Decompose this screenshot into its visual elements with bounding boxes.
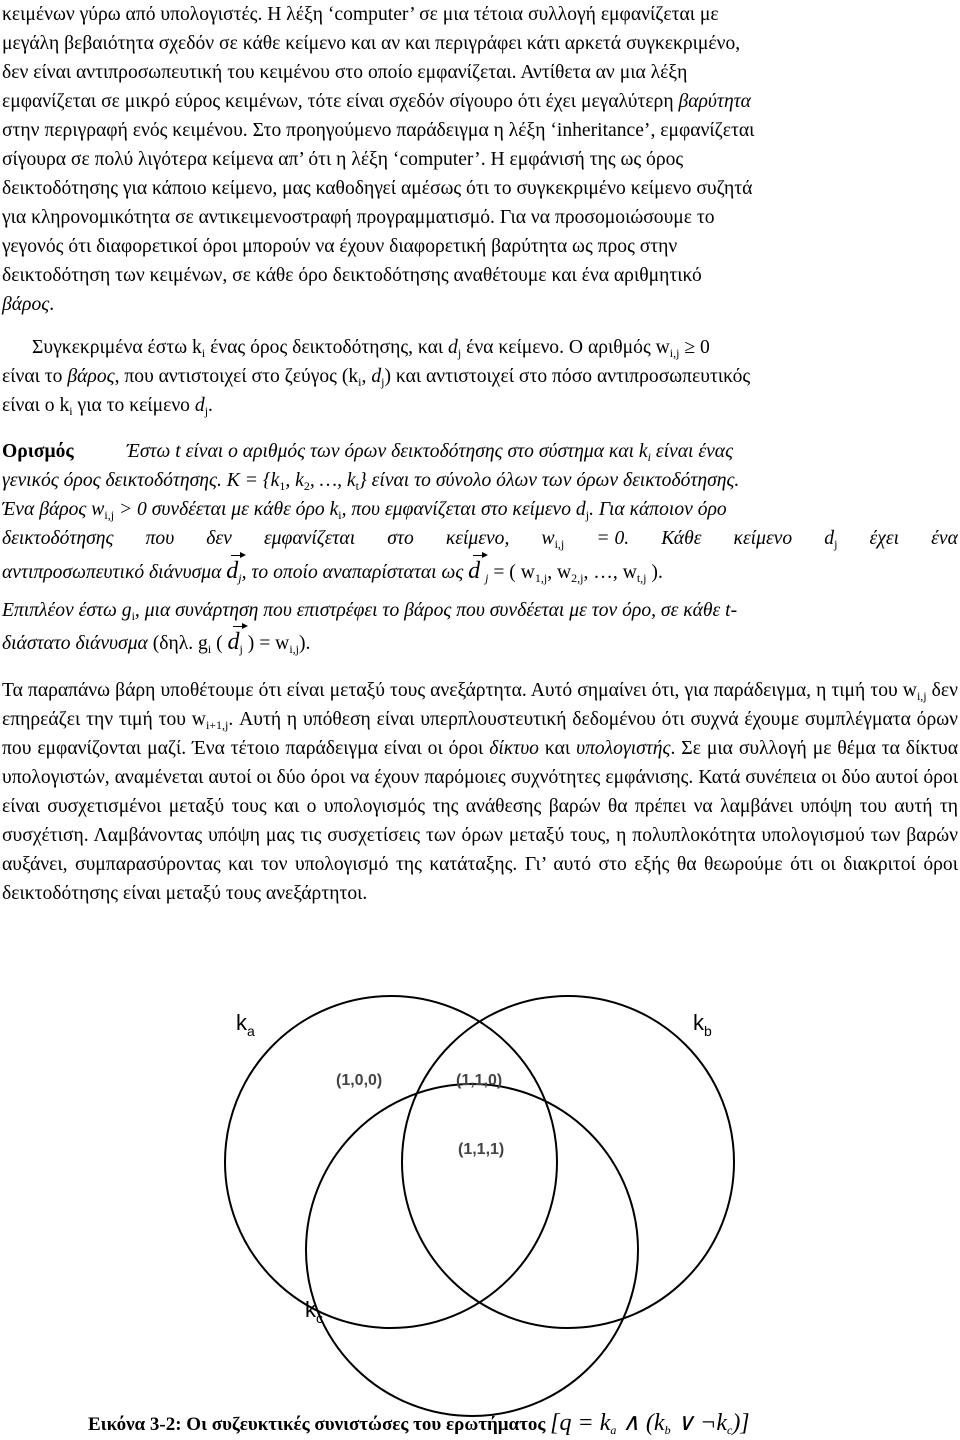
definition-label: Ορισμός — [2, 441, 74, 462]
definition-line: γενικός όρος δεικτοδότησης. $K = \{k_1$, $k_2$, …, $k_t$} είναι το σύνολο όλων των όρων δεικτοδότησης. — [2, 470, 740, 493]
circle-kb — [402, 996, 734, 1328]
text-line: κειμένων γύρω από υπολογιστές. Η λέξη ‘computer’ σε μια τέτοια συλλογή εμφανίζεται με — [2, 4, 719, 25]
circle-ka — [225, 996, 557, 1328]
figure-caption: Εικόνα 3-2: Οι συζευκτικές συνιστώσες του ερωτήματος [$q = k_a$ ∧ ($k_b$ ∨ $\neg k_c$)] — [88, 1410, 750, 1437]
definition-line: διάστατο διάνυσμα (δηλ. $g_i$ ( $d_j$ ) = $w_{i,j}$). — [2, 629, 311, 656]
vector-d-symbol: d — [226, 558, 239, 584]
text-line: βάρος. — [2, 294, 55, 315]
definition-line: Ένα βάρος $w_{i,j} > 0$ συνδέεται με κάθε όρο $k_i$, που εμφανίζεται στο κείμενο $d_j$. Για κάποιον όρο — [2, 499, 727, 522]
definition-line: Επιπλέον έστω $g_i$, μια συνάρτηση που επιστρέφει το βάρος που συνδέεται με τον όρο, σε κάθε t- — [2, 600, 738, 623]
paragraph: Τα παραπάνω βάρη υποθέτουμε ότι είναι μεταξύ τους ανεξάρτητα. Αυτό σημαίνει ότι, για παράδειγμα, η τιμή του $w_{i,j}$ δεν επηρεάζει την τιμή του $w_{i+1,j}$. Αυτή η υπόθεση είναι υπερπλουστευτική δεδομένου ότι συχνά έχουμε συμπλέγματα όρων που εμφανίζονται μαζί. Ένα τέτοιο παράδειγμα είναι οι όροι δίκτυο και υπολογιστής. Σε μια συλλογή με θέμα τα δίκτυα υπολογιστών, αναμένεται αυτοί οι δύο όροι να έχουν παρόμοιες συχνότητες εμφάνισης. Κατά συνέπεια οι δύο αυτοί όροι είναι συσχετισμένοι μεταξύ τους και ο υπολογισμός της ανάθεσης βαρών θα πρέπει να λαμβάνει υπόψη του αυτή τη συσχέτιση. Λαμβάνοντας υπόψη μας τις συσχετίσεις των όρων μεταξύ τους, η πολυπλοκότητα υπολογισμού των βαρών αυξάνει, συμπαρασύροντας και τον υπολογισμό της κατάταξης. Γι’ αυτό στο εξής θα θεωρούμε ότι οι διακριτοί όροι δεικτοδότησης είναι μεταξύ τους ανεξάρτητοι. — [2, 680, 959, 904]
label-kb: $k_b$ — [693, 1010, 712, 1039]
circle-kc — [306, 1084, 638, 1416]
text-line: δεικτοδότησης για κάποιο κείμενο, μας καθοδηγεί αμέσως ότι το συγκεκριμένο κείμενο συζητά — [2, 178, 753, 199]
label-ka: $k_a$ — [236, 1010, 255, 1039]
definition-line: δεικτοδότησης που δεν εμφανίζεται στο κείμενο, $w_{i,j}$ = 0. Κάθε κείμενο $d_j$ έχει ένα — [2, 528, 958, 551]
text-line: γεγονός ότι διαφορετικοί όροι μπορούν να έχουν διαφορετική βαρύτητα ως προς στην — [2, 236, 678, 257]
definition-line: Ορισμός Έστω t είναι ο αριθμός των όρων δεικτοδότησης στο σύστημα και $k_i$ είναι ένας — [2, 441, 734, 464]
region-label-111: (1,1,1) — [458, 1141, 505, 1158]
vector-d-symbol: d — [227, 629, 240, 655]
text-line: είναι ο $k_i$ για το κείμενο $d_j$. — [2, 395, 213, 418]
venn-diagram — [0, 960, 960, 1420]
region-label-100: (1,0,0) — [336, 1072, 383, 1089]
query-formula: [$q = k_a$ ∧ ($k_b$ ∨ $\neg k_c$)] — [550, 1410, 750, 1437]
text-line: εμφανίζεται σε μικρό εύρος κειμένων, τότε είναι σχεδόν σίγουρο ότι έχει μεγαλύτερη βαρύτητα — [2, 91, 751, 112]
text-line: στην περιγραφή ενός κειμένου. Στο προηγούμενο παράδειγμα η λέξη ‘inheritance’, εμφανίζεται — [2, 120, 755, 141]
text-line: Συγκεκριμένα έστω $k_i$ ένας όρος δεικτοδότησης, και $d_j$ ένα κείμενο. Ο αριθμός $w_{i,j} \ge 0$ — [32, 337, 710, 360]
label-kc: $k_c$ — [305, 1297, 323, 1326]
definition-line: αντιπροσωπευτικό διάνυσμα $d_j$, το οποίο αναπαρίσταται ως d $_j$ = ( $w_{1,j}$, $w_{2,j}$, …, $w_{t,j}$ ). — [2, 558, 663, 585]
text-line: δεικτοδότηση των κειμένων, σε κάθε όρο δεικτοδότησης αναθέτουμε και ένα αριθμητικό — [2, 265, 702, 286]
region-label-110: (1,1,0) — [456, 1072, 503, 1089]
text-line: για κληρονομικότητα σε αντικειμενοστραφή προγραμματισμό. Για να προσομοιώσουμε το — [2, 207, 715, 228]
text-line: είναι το βάρος, που αντιστοιχεί στο ζεύγος ($k_i$, $d_j$) και αντιστοιχεί στο πόσο αντιπροσωπευτικός — [2, 366, 751, 389]
text-line: σίγουρα σε πολύ λιγότερα κείμενα απ’ ότι η λέξη ‘computer’. Η εμφάνισή της ως όρος — [2, 149, 684, 170]
text-line: μεγάλη βεβαιότητα σχεδόν σε κάθε κείμενο και αν και περιγράφει κάτι αρκετά συγκεκριμένο, — [2, 33, 741, 54]
vector-d-symbol: d — [468, 558, 481, 584]
text-line: δεν είναι αντιπροσωπευτική του κειμένου στο οποίο εμφανίζεται. Αντίθετα αν μια λέξη — [2, 62, 688, 83]
